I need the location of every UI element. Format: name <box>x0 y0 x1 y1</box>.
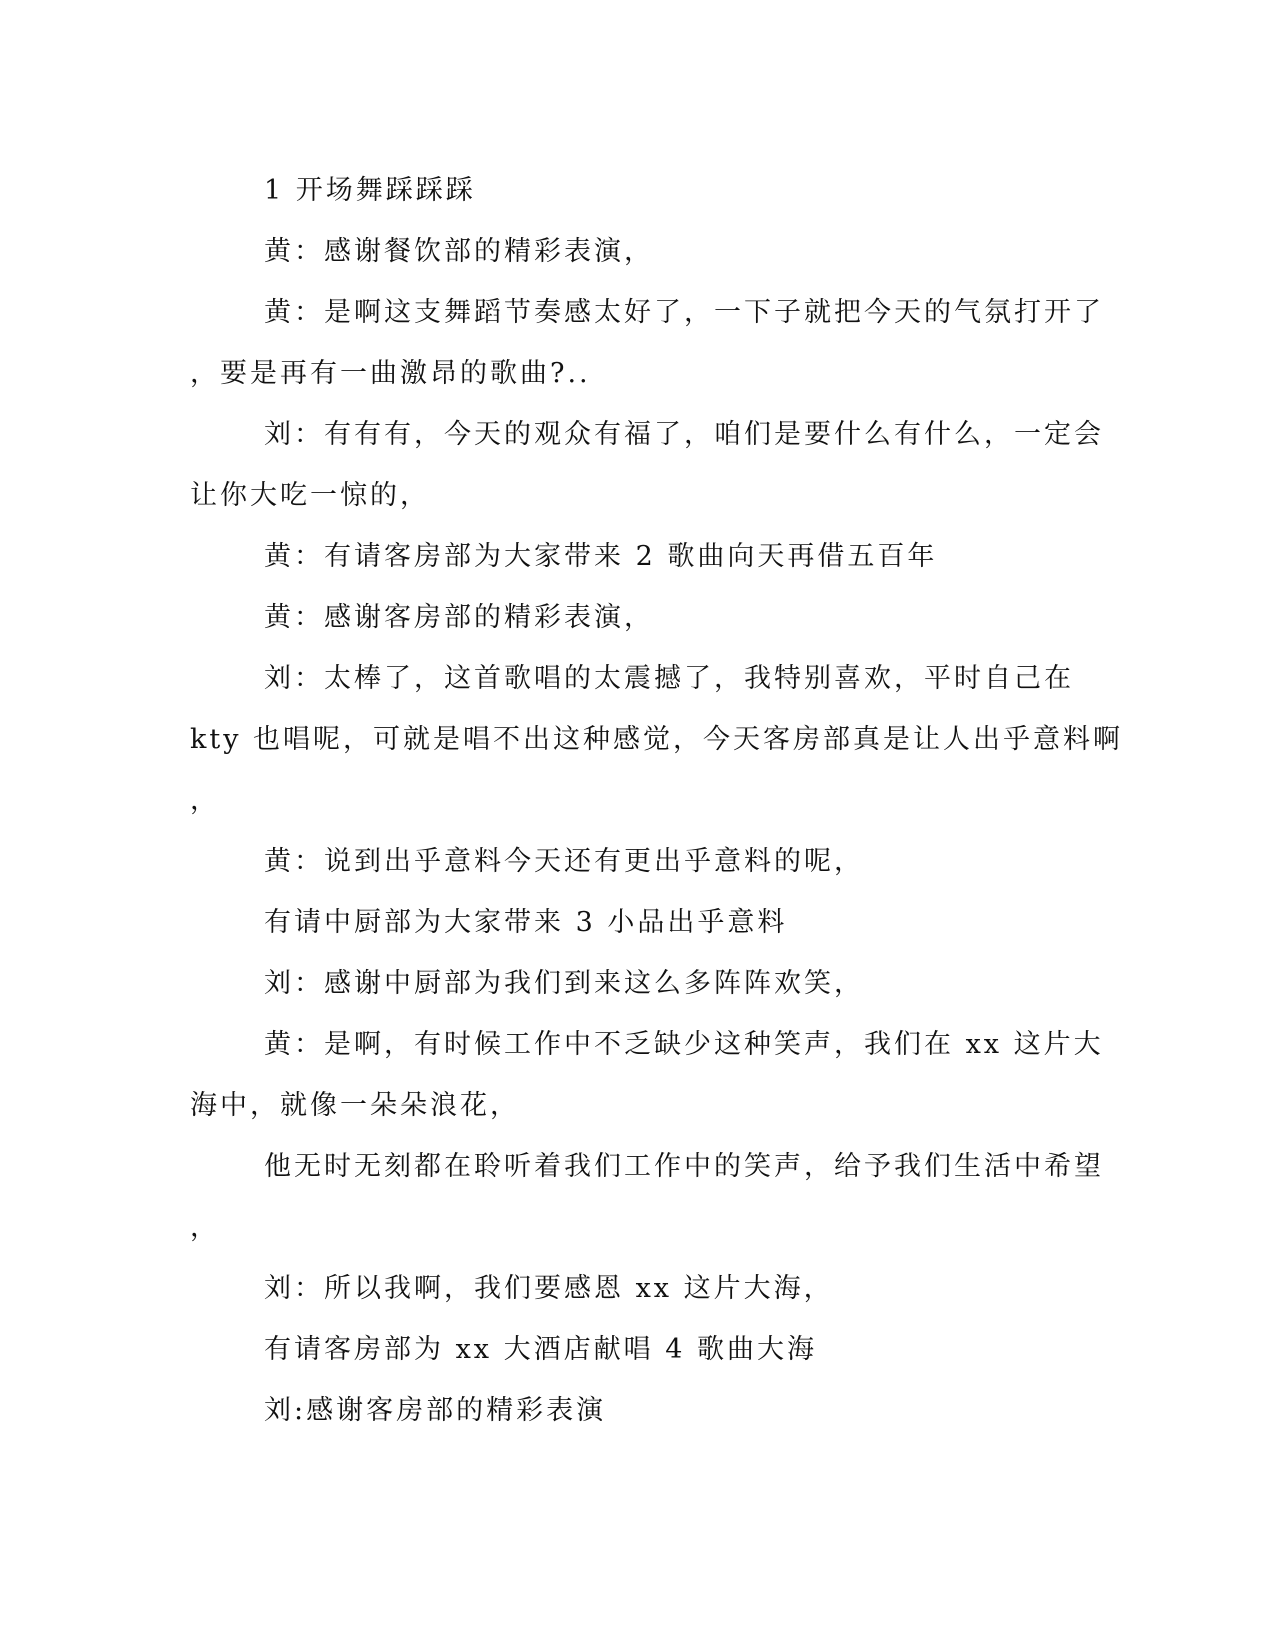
dialogue-line: 黄：有请客房部为大家带来 2 歌曲向天再借五百年 <box>264 541 938 572</box>
dialogue-line: 黄：感谢餐饮部的精彩表演， <box>264 236 654 267</box>
dialogue-line-continuation: ，要是再有一曲激昂的歌曲?.. <box>190 358 591 389</box>
dialogue-line: 刘：太棒了，这首歌唱的太震撼了，我特别喜欢，平时自己在 <box>264 663 1074 694</box>
dialogue-line: 黄：是啊这支舞蹈节奏感太好了，一下子就把今天的气氛打开了 <box>264 297 1104 328</box>
dialogue-line: 刘：感谢中厨部为我们到来这么多阵阵欢笑， <box>264 968 864 999</box>
dialogue-line: 黄：是啊，有时候工作中不乏缺少这种笑声，我们在 xx 这片大 <box>264 1029 1104 1060</box>
dialogue-line-continuation: ， <box>190 785 220 816</box>
dialogue-line-continuation: ， <box>190 1212 220 1243</box>
dialogue-line: 刘：所以我啊，我们要感恩 xx 这片大海， <box>264 1273 834 1304</box>
dialogue-line: 他无时无刻都在聆听着我们工作中的笑声，给予我们生活中希望 <box>264 1151 1104 1182</box>
dialogue-line-continuation: 海中，就像一朵朵浪花， <box>190 1090 520 1121</box>
dialogue-line: 黄：感谢客房部的精彩表演， <box>264 602 654 633</box>
document-body <box>190 160 1124 1441</box>
dialogue-line-continuation: 让你大吃一惊的， <box>190 480 430 511</box>
dialogue-line: 刘:感谢客房部的精彩表演 <box>264 1395 607 1426</box>
dialogue-line: 刘：有有有，今天的观众有福了，咱们是要什么有什么，一定会 <box>264 419 1104 450</box>
dialogue-line-continuation: kty 也唱呢，可就是唱不出这种感觉，今天客房部真是让人出乎意料啊 <box>190 724 1124 755</box>
program-item-sketch: 有请中厨部为大家带来 3 小品出乎意料 <box>264 907 788 938</box>
program-item-opening-dance: 1 开场舞踩踩踩 <box>264 175 476 206</box>
dialogue-line: 黄：说到出乎意料今天还有更出乎意料的呢， <box>264 846 864 877</box>
program-item-song: 有请客房部为 xx 大酒店献唱 4 歌曲大海 <box>264 1334 817 1365</box>
